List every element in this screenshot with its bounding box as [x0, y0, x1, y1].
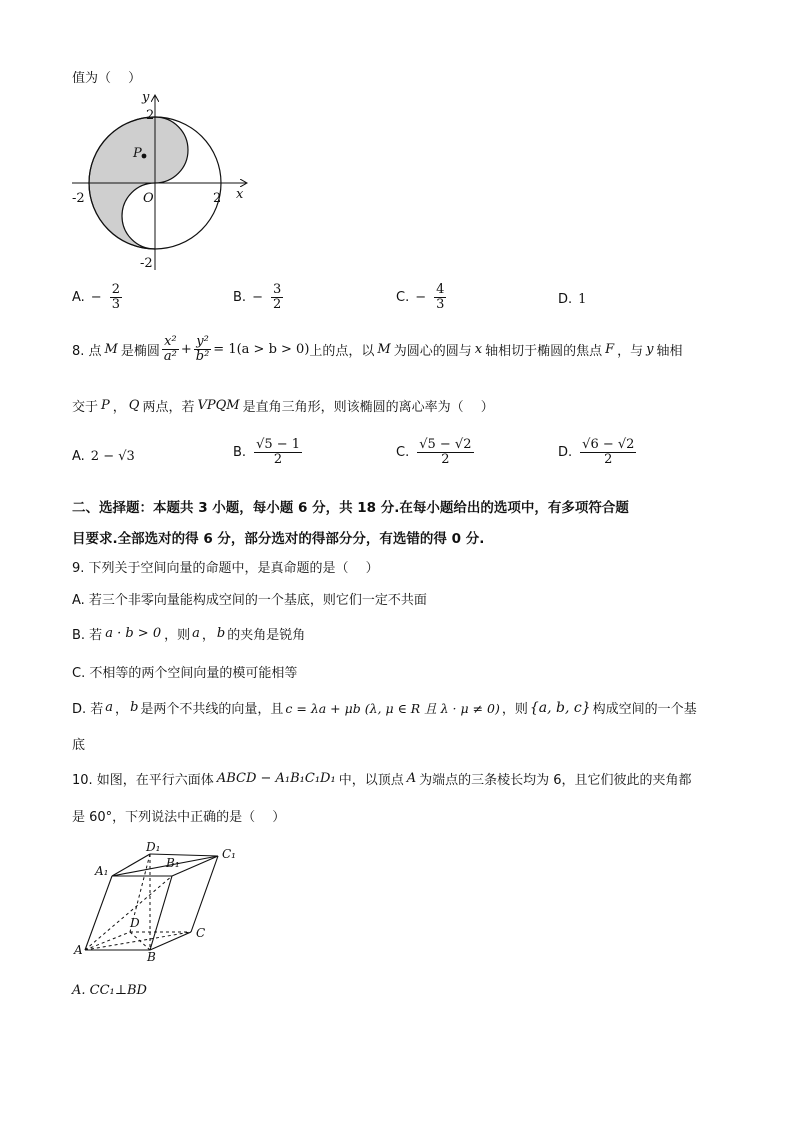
q7-stem-end: 值为（ ） [72, 71, 142, 86]
point-p [142, 154, 147, 159]
q7-option-b[interactable]: B. − $\frac{3}{2}$ [233, 282, 282, 313]
label-c: C [196, 926, 206, 940]
q9-option-c[interactable]: C. 不相等的两个空间向量的模可能相等 [72, 666, 298, 681]
q8-option-a[interactable]: A. 2 − √3 [72, 449, 135, 464]
q10-option-a[interactable]: A. CC₁⊥BD [72, 983, 147, 998]
p-label: P [133, 146, 142, 161]
q10-stem-line1: 10. 如图，在平行六面体 ABCD − A₁B₁C₁D₁ 中，以顶点 A 为端点的三条棱长均为 6，且它们彼此的夹角都 [72, 771, 692, 788]
q8-option-d[interactable]: D. $\frac{√6 - √2}{2}$ [558, 437, 635, 468]
q7-option-a[interactable]: A. − $\frac{2}{3}$ [72, 282, 120, 313]
section-heading-line2: 目要求.全部选对的得 6 分，部分选对的得部分分，有选错的得 0 分. [72, 531, 485, 547]
q7-taiji-figure [66, 90, 256, 280]
q9-option-d[interactable]: D. 若 a ， b 是两个不共线的向量，且 c = λa + μb (λ, μ ∈ R 且 λ · μ ≠ 0) ，则 {a, b, c} 构成空间的一个基 [72, 699, 697, 717]
x-label: x [236, 187, 244, 202]
origin-label: O [143, 191, 154, 206]
tick-top: 2 [146, 108, 155, 123]
q7-option-c[interactable]: C. − $\frac{4}{3}$ [396, 282, 445, 313]
tick-left: -2 [72, 191, 85, 206]
q9-option-b[interactable]: B. 若 a · b > 0 ，则 a ， b 的夹角是锐角 [72, 626, 306, 643]
q8-option-c[interactable]: C. $\frac{√5 - √2}{2}$ [396, 437, 472, 468]
label-a: A [74, 943, 83, 957]
label-b1: B₁ [166, 856, 180, 870]
tick-bottom: -2 [140, 256, 153, 271]
y-label: y [142, 90, 150, 105]
fraction: $\frac{4}{3}$ [436, 282, 445, 313]
q9-option-a[interactable]: A. 若三个非零向量能构成空间的一个基底，则它们一定不共面 [72, 593, 427, 608]
label-a1: A₁ [95, 864, 109, 878]
q8-option-b[interactable]: B. $\frac{√5 - 1}{2}$ [233, 437, 301, 468]
section-heading-line1: 二、选择题：本题共 3 小题，每小题 6 分，共 18 分.在每小题给出的选项中，有多项符合题 [72, 500, 629, 516]
tick-right: 2 [213, 191, 222, 206]
label-d: D [130, 916, 140, 930]
q8-stem-line2: 交于 P ， Q 两点，若 VPQM 是直角三角形，则该椭圆的离心率为（ ） [72, 398, 494, 415]
q7-option-d[interactable]: D. 1 [558, 292, 587, 307]
fraction: $\frac{2}{3}$ [111, 282, 120, 313]
label-d1: D₁ [146, 840, 161, 854]
label-b: B [147, 950, 156, 964]
q9-stem: 9. 下列关于空间向量的命题中，是真命题的是（ ） [72, 561, 379, 576]
label-c1: C₁ [222, 847, 236, 861]
fraction: $\frac{3}{2}$ [272, 282, 282, 313]
q9-option-d-continued: 底 [72, 738, 86, 753]
q8-stem-line1: 8. 点 M 是椭圆 $\frac{\text{x²}}{\text{a²}}$ + $\frac{\text{y²}}{\text{b²}}$ = 1(a > b > 0) 上的点，以 M 为圆心的圆与 x 轴相切于椭圆的焦点 F ，与 y 轴相 [72, 334, 683, 365]
q10-stem-line2: 是 60°，下列说法中正确的是（ ） [72, 810, 286, 825]
